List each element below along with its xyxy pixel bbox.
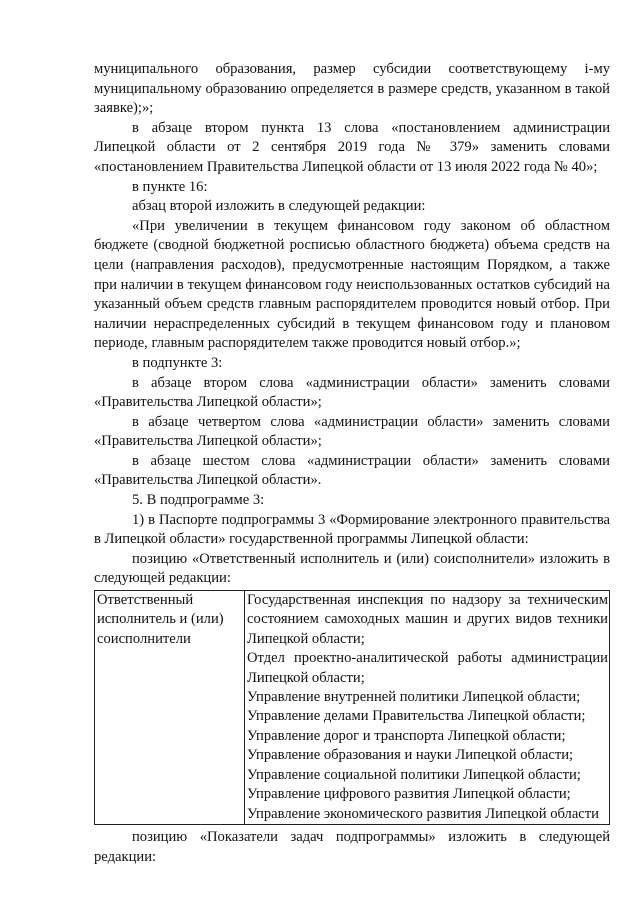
paragraph: в пункте 16: bbox=[132, 178, 208, 195]
section-heading: 5. В подпрограмме 3: bbox=[132, 492, 265, 509]
document-page bbox=[94, 60, 610, 867]
list-item: Управление социальной политики Липецкой области; bbox=[247, 766, 581, 783]
quoted-paragraph: «При увеличении в текущем финансовом году законом об областном бюджете (сводной бюджетной росписью областного бюджета) объема средств на цели (направления расходов), предусмотренные настоящим Порядком, а также при наличии в текущем финансовом году неиспользованных остатков субсидий на указанный объем средств главным распорядителем проводится новый отбор. При наличии нераспределенных субсидий в текущем финансовом году и плановом периоде, главным распорядителем также проводится новый отбор.»; bbox=[94, 217, 610, 352]
table-cell-value bbox=[245, 591, 610, 825]
list-item: Управление делами Правительства Липецкой области; bbox=[247, 708, 586, 725]
paragraph: в абзаце втором слова «администрации области» заменить словами «Правительства Липецкой области»; bbox=[94, 374, 610, 411]
paragraph: позицию «Показатели задач подпрограммы» изложить в следующей редакции: bbox=[94, 828, 610, 865]
paragraph: муниципального образования, размер субсидии соответствующему i-му муниципальному образованию определяется в размере средств, указанном в такой заявке);»; bbox=[94, 61, 610, 117]
list-item: Управление образования и науки Липецкой области; bbox=[247, 747, 574, 764]
paragraph: позицию «Ответственный исполнитель и (или) соисполнители» изложить в следующей редакции: bbox=[94, 550, 610, 587]
paragraph: абзац второй изложить в следующей редакции: bbox=[132, 198, 426, 215]
paragraph: в подпункте 3: bbox=[132, 354, 223, 371]
list-item: Управление экономического развития Липецкой области bbox=[247, 805, 599, 822]
list-item: Управление внутренней политики Липецкой области; bbox=[247, 689, 581, 706]
paragraph: в абзаце шестом слова «администрации области» заменить словами «Правительства Липецкой области». bbox=[94, 452, 610, 489]
list-item: Государственная инспекция по надзору за техническим состоянием самоходных машин и других видов техники Липецкой области; bbox=[247, 592, 608, 647]
paragraph: в абзаце четвертом слова «администрации области» заменить словами «Правительства Липецкой области»; bbox=[94, 413, 610, 450]
table-cell-label: Ответственный исполнитель и (или) соисполнители bbox=[95, 591, 245, 825]
paragraph: 1) в Паспорте подпрограммы 3 «Формирование электронного правительства в Липецкой области» государственной программы Липецкой области: bbox=[94, 511, 610, 548]
list-item: Управление дорог и транспорта Липецкой области; bbox=[247, 727, 566, 744]
table-row bbox=[95, 591, 610, 825]
responsible-table bbox=[94, 590, 610, 825]
list-item: Отдел проектно-аналитической работы администрации Липецкой области; bbox=[247, 650, 608, 686]
list-item: Управление цифрового развития Липецкой области; bbox=[247, 786, 571, 803]
paragraph: в абзаце втором пункта 13 слова «постановлением администрации Липецкой области от 2 сентября 2019 года № 379» заменить словами «постановлением Правительства Липецкой области от 13 июля 2022 года № 40»; bbox=[94, 119, 610, 175]
